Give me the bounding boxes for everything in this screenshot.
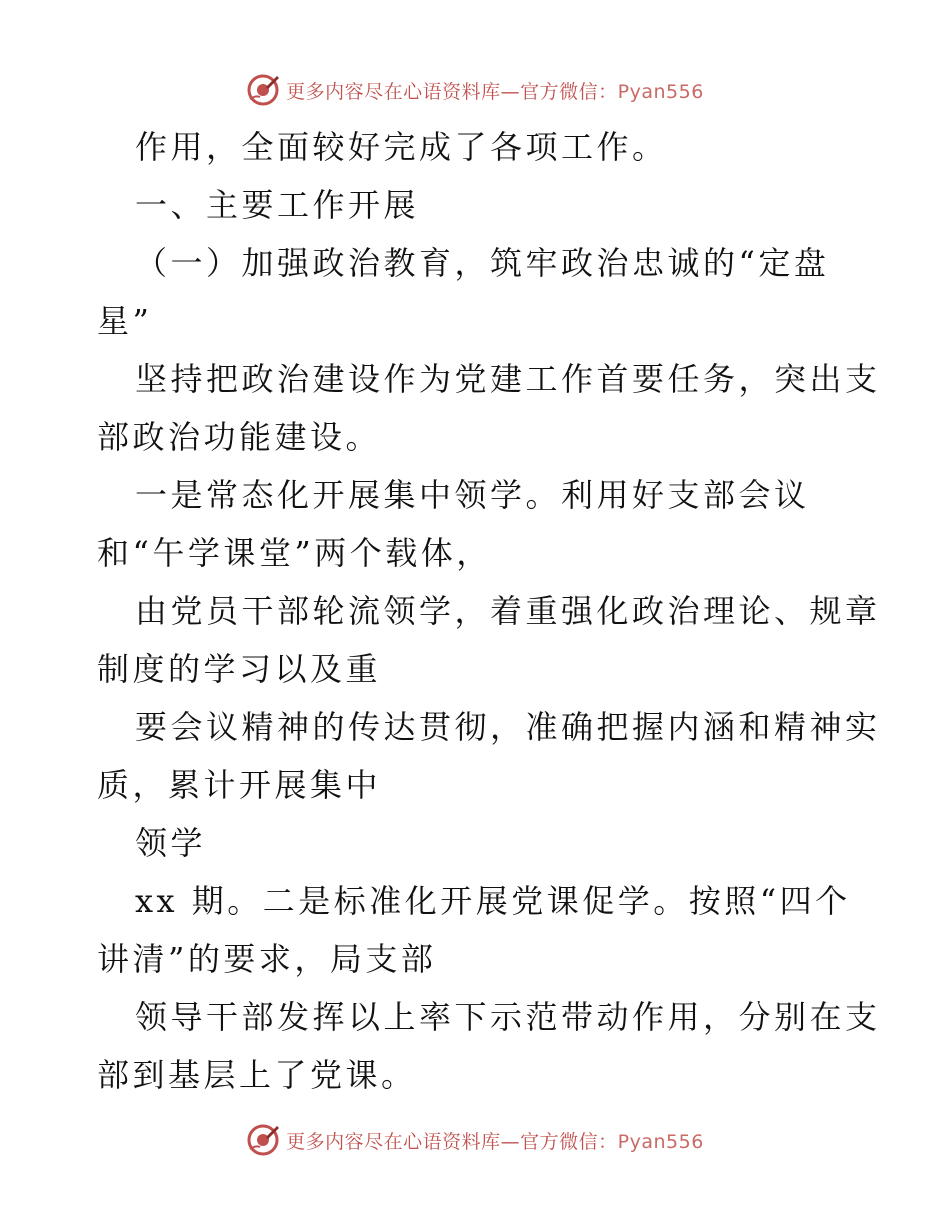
text-line: 由党员干部轮流领学，着重强化政治理论、规章 — [135, 592, 881, 630]
wechat-id: Pyan556 — [617, 1130, 704, 1153]
text-line: 讲清”的要求，局支部 — [97, 940, 437, 978]
subsection-heading-cont: 星” — [97, 302, 153, 340]
text-line: 作用，全面较好完成了各项工作。 — [135, 128, 668, 166]
text-line: 领学 — [135, 824, 207, 862]
text-line: 部政治功能建设。 — [97, 418, 382, 456]
text-line: 质，累计开展集中 — [97, 766, 382, 804]
section-heading: 一、主要工作开展 — [135, 186, 420, 224]
pen-logo-icon — [246, 1123, 280, 1157]
text-line: 领导干部发挥以上率下示范带动作用，分别在支 — [135, 998, 881, 1036]
footer-watermark-banner — [0, 1120, 950, 1160]
text-line: 制度的学习以及重 — [97, 650, 382, 688]
text-line: 坚持把政治建设作为党建工作首要任务，突出支 — [135, 360, 881, 398]
header-watermark-banner — [0, 70, 950, 110]
pen-logo-icon — [246, 73, 280, 107]
text-line: 和“午学课堂”两个载体， — [97, 534, 492, 572]
text-line: 一是常态化开展集中领学。利用好支部会议 — [135, 476, 810, 514]
header-banner-text: 更多内容尽在心语资料库—官方微信：Pyan556 — [286, 80, 704, 103]
text-line: xx 期。二是标准化开展党课促学。按照“四个 — [135, 882, 851, 920]
document-body — [97, 118, 881, 1104]
subsection-heading: （一）加强政治教育，筑牢政治忠诚的“定盘 — [135, 244, 830, 282]
wechat-id: Pyan556 — [617, 80, 704, 103]
footer-banner-text: 更多内容尽在心语资料库—官方微信：Pyan556 — [286, 1130, 704, 1153]
text-line: 要会议精神的传达贯彻，准确把握内涵和精神实 — [135, 708, 881, 746]
text-line: 部到基层上了党课。 — [97, 1056, 417, 1094]
